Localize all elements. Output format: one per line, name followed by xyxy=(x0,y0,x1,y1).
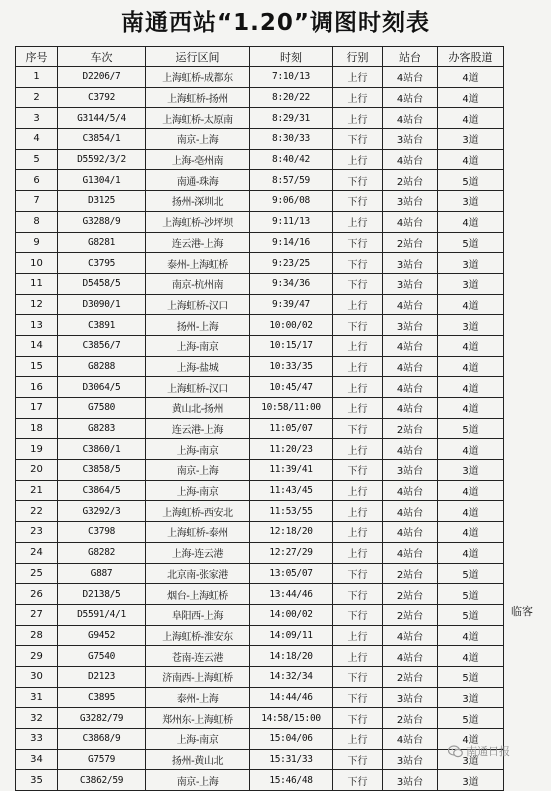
direction: 上行 xyxy=(333,67,383,88)
direction: 下行 xyxy=(333,563,383,584)
time: 7:10/13 xyxy=(250,67,333,88)
time: 14:00/02 xyxy=(250,604,333,625)
direction: 上行 xyxy=(333,87,383,108)
track: 4道 xyxy=(438,149,504,170)
row-seq: 17 xyxy=(16,398,58,419)
header-seq: 序号 xyxy=(16,47,58,67)
train-number: D5458/5 xyxy=(58,273,146,294)
table-row xyxy=(16,729,504,750)
row-seq: 35 xyxy=(16,770,58,791)
platform: 2站台 xyxy=(383,604,438,625)
platform: 4站台 xyxy=(383,439,438,460)
table-row xyxy=(16,460,504,481)
platform: 4站台 xyxy=(383,377,438,398)
table-row xyxy=(16,377,504,398)
route: 南京-上海 xyxy=(146,770,250,791)
route: 上海虹桥-汉口 xyxy=(146,377,250,398)
direction: 上行 xyxy=(333,480,383,501)
row-seq: 1 xyxy=(16,67,58,88)
train-number: C3862/59 xyxy=(58,770,146,791)
table-row xyxy=(16,108,504,129)
table-row xyxy=(16,480,504,501)
train-number: C3798 xyxy=(58,522,146,543)
time: 14:32/34 xyxy=(250,666,333,687)
platform: 4站台 xyxy=(383,356,438,377)
table-row xyxy=(16,625,504,646)
track: 5道 xyxy=(438,584,504,605)
route: 上海虹桥-西安北 xyxy=(146,501,250,522)
train-number: G7540 xyxy=(58,646,146,667)
table-row xyxy=(16,315,504,336)
time: 9:14/16 xyxy=(250,232,333,253)
table-row xyxy=(16,770,504,791)
time: 11:05/07 xyxy=(250,418,333,439)
train-number: D2138/5 xyxy=(58,584,146,605)
row-seq: 18 xyxy=(16,418,58,439)
table-row xyxy=(16,418,504,439)
track: 4道 xyxy=(438,335,504,356)
train-number: C3854/1 xyxy=(58,129,146,150)
time: 10:33/35 xyxy=(250,356,333,377)
platform: 3站台 xyxy=(383,749,438,770)
table-row xyxy=(16,439,504,460)
track: 3道 xyxy=(438,273,504,294)
header-direction: 行别 xyxy=(333,47,383,67)
direction: 下行 xyxy=(333,315,383,336)
train-number: G8281 xyxy=(58,232,146,253)
route: 济南西-上海虹桥 xyxy=(146,666,250,687)
table-row xyxy=(16,356,504,377)
route: 烟台-上海虹桥 xyxy=(146,584,250,605)
platform: 3站台 xyxy=(383,687,438,708)
direction: 上行 xyxy=(333,294,383,315)
train-number: C3864/5 xyxy=(58,480,146,501)
table-row xyxy=(16,604,504,625)
time: 13:05/07 xyxy=(250,563,333,584)
route: 上海-盐城 xyxy=(146,356,250,377)
route: 上海虹桥-成都东 xyxy=(146,67,250,88)
direction: 下行 xyxy=(333,191,383,212)
platform: 4站台 xyxy=(383,87,438,108)
platform: 4站台 xyxy=(383,149,438,170)
route: 扬州-深圳北 xyxy=(146,191,250,212)
row-seq: 24 xyxy=(16,542,58,563)
platform: 4站台 xyxy=(383,729,438,750)
route: 扬州-黄山北 xyxy=(146,749,250,770)
route: 南京-上海 xyxy=(146,460,250,481)
direction: 上行 xyxy=(333,501,383,522)
track: 5道 xyxy=(438,708,504,729)
track: 4道 xyxy=(438,501,504,522)
track: 3道 xyxy=(438,749,504,770)
row-seq: 23 xyxy=(16,522,58,543)
wechat-icon xyxy=(448,745,463,758)
table-row xyxy=(16,273,504,294)
row-seq: 12 xyxy=(16,294,58,315)
time: 11:43/45 xyxy=(250,480,333,501)
table-row xyxy=(16,398,504,419)
train-number: C3891 xyxy=(58,315,146,336)
track: 5道 xyxy=(438,666,504,687)
route: 南通-珠海 xyxy=(146,170,250,191)
direction: 下行 xyxy=(333,129,383,150)
time: 8:30/33 xyxy=(250,129,333,150)
direction: 下行 xyxy=(333,584,383,605)
row-seq: 19 xyxy=(16,439,58,460)
row-seq: 29 xyxy=(16,646,58,667)
time: 14:09/11 xyxy=(250,625,333,646)
table-row xyxy=(16,232,504,253)
table-row xyxy=(16,87,504,108)
time: 9:06/08 xyxy=(250,191,333,212)
row-seq: 5 xyxy=(16,149,58,170)
time: 13:44/46 xyxy=(250,584,333,605)
route: 上海-南京 xyxy=(146,439,250,460)
direction: 下行 xyxy=(333,170,383,191)
table-row xyxy=(16,170,504,191)
platform: 3站台 xyxy=(383,460,438,481)
track: 3道 xyxy=(438,253,504,274)
direction: 上行 xyxy=(333,398,383,419)
time: 9:11/13 xyxy=(250,211,333,232)
platform: 4站台 xyxy=(383,480,438,501)
time: 8:57/59 xyxy=(250,170,333,191)
direction: 上行 xyxy=(333,542,383,563)
platform: 4站台 xyxy=(383,542,438,563)
time: 12:18/20 xyxy=(250,522,333,543)
platform: 2站台 xyxy=(383,563,438,584)
row-seq: 3 xyxy=(16,108,58,129)
direction: 上行 xyxy=(333,211,383,232)
train-number: D3090/1 xyxy=(58,294,146,315)
watermark-text: 南通日报 xyxy=(466,745,510,758)
route: 泰州-上海虹桥 xyxy=(146,253,250,274)
track: 3道 xyxy=(438,460,504,481)
route: 上海虹桥-汉口 xyxy=(146,294,250,315)
track: 4道 xyxy=(438,67,504,88)
track: 3道 xyxy=(438,770,504,791)
train-number: D3064/5 xyxy=(58,377,146,398)
table-row xyxy=(16,749,504,770)
platform: 2站台 xyxy=(383,584,438,605)
row-seq: 15 xyxy=(16,356,58,377)
track: 4道 xyxy=(438,356,504,377)
direction: 上行 xyxy=(333,729,383,750)
time: 15:04/06 xyxy=(250,729,333,750)
direction: 下行 xyxy=(333,770,383,791)
train-number: G887 xyxy=(58,563,146,584)
platform: 4站台 xyxy=(383,67,438,88)
direction: 下行 xyxy=(333,273,383,294)
table-row xyxy=(16,708,504,729)
row-seq: 27 xyxy=(16,604,58,625)
row-seq: 13 xyxy=(16,315,58,336)
platform: 4站台 xyxy=(383,335,438,356)
track: 4道 xyxy=(438,625,504,646)
time: 8:40/42 xyxy=(250,149,333,170)
page-title: 南通西站“1.20”调图时刻表 xyxy=(121,10,430,36)
route: 上海-连云港 xyxy=(146,542,250,563)
row-seq: 25 xyxy=(16,563,58,584)
header-platform: 站台 xyxy=(383,47,438,67)
track: 5道 xyxy=(438,170,504,191)
table-row xyxy=(16,522,504,543)
direction: 下行 xyxy=(333,708,383,729)
direction: 上行 xyxy=(333,522,383,543)
platform: 2站台 xyxy=(383,708,438,729)
train-number: G7579 xyxy=(58,749,146,770)
train-number: G3282/79 xyxy=(58,708,146,729)
platform: 4站台 xyxy=(383,501,438,522)
row-seq: 4 xyxy=(16,129,58,150)
time: 15:31/33 xyxy=(250,749,333,770)
time: 11:20/23 xyxy=(250,439,333,460)
platform: 3站台 xyxy=(383,129,438,150)
time: 10:00/02 xyxy=(250,315,333,336)
time: 10:15/17 xyxy=(250,335,333,356)
train-number: D5592/3/2 xyxy=(58,149,146,170)
track: 4道 xyxy=(438,729,504,750)
row-seq: 7 xyxy=(16,191,58,212)
time: 15:46/48 xyxy=(250,770,333,791)
time: 8:20/22 xyxy=(250,87,333,108)
time: 10:58/11:00 xyxy=(250,398,333,419)
table-row xyxy=(16,67,504,88)
train-number: D5591/4/1 xyxy=(58,604,146,625)
direction: 上行 xyxy=(333,646,383,667)
row-seq: 20 xyxy=(16,460,58,481)
table-body xyxy=(16,67,504,791)
route: 北京南-张家港 xyxy=(146,563,250,584)
table-row xyxy=(16,294,504,315)
track: 4道 xyxy=(438,480,504,501)
table-row xyxy=(16,584,504,605)
train-number: G7580 xyxy=(58,398,146,419)
time: 14:58/15:00 xyxy=(250,708,333,729)
platform: 3站台 xyxy=(383,253,438,274)
row-seq: 11 xyxy=(16,273,58,294)
track: 5道 xyxy=(438,418,504,439)
platform: 4站台 xyxy=(383,211,438,232)
track: 4道 xyxy=(438,398,504,419)
table-row xyxy=(16,687,504,708)
platform: 3站台 xyxy=(383,315,438,336)
direction: 下行 xyxy=(333,604,383,625)
route: 连云港-上海 xyxy=(146,418,250,439)
timetable xyxy=(15,46,504,791)
header-route: 运行区间 xyxy=(146,47,250,67)
track: 3道 xyxy=(438,315,504,336)
direction: 下行 xyxy=(333,253,383,274)
train-number: G3144/5/4 xyxy=(58,108,146,129)
direction: 上行 xyxy=(333,356,383,377)
track: 4道 xyxy=(438,439,504,460)
row-seq: 16 xyxy=(16,377,58,398)
table-row xyxy=(16,646,504,667)
time: 10:45/47 xyxy=(250,377,333,398)
watermark xyxy=(448,743,510,759)
route: 上海虹桥-扬州 xyxy=(146,87,250,108)
route: 上海虹桥-淮安东 xyxy=(146,625,250,646)
row-seq: 22 xyxy=(16,501,58,522)
train-number: G8283 xyxy=(58,418,146,439)
row-seq: 30 xyxy=(16,666,58,687)
platform: 2站台 xyxy=(383,170,438,191)
direction: 上行 xyxy=(333,439,383,460)
table-row xyxy=(16,149,504,170)
row-seq: 14 xyxy=(16,335,58,356)
train-number: G8288 xyxy=(58,356,146,377)
track: 4道 xyxy=(438,522,504,543)
table-row xyxy=(16,211,504,232)
route: 黄山北-扬州 xyxy=(146,398,250,419)
platform: 4站台 xyxy=(383,625,438,646)
row-seq: 10 xyxy=(16,253,58,274)
route: 南京-杭州南 xyxy=(146,273,250,294)
direction: 上行 xyxy=(333,377,383,398)
row-seq: 33 xyxy=(16,729,58,750)
route: 扬州-上海 xyxy=(146,315,250,336)
route: 上海-亳州南 xyxy=(146,149,250,170)
time: 14:44/46 xyxy=(250,687,333,708)
time: 9:23/25 xyxy=(250,253,333,274)
track: 4道 xyxy=(438,542,504,563)
platform: 4站台 xyxy=(383,646,438,667)
train-number: C3860/1 xyxy=(58,439,146,460)
time: 8:29/31 xyxy=(250,108,333,129)
route: 南京-上海 xyxy=(146,129,250,150)
route: 郑州东-上海虹桥 xyxy=(146,708,250,729)
table-row xyxy=(16,129,504,150)
route: 上海-南京 xyxy=(146,729,250,750)
row-seq: 9 xyxy=(16,232,58,253)
train-number: D2123 xyxy=(58,666,146,687)
platform: 3站台 xyxy=(383,273,438,294)
track: 4道 xyxy=(438,108,504,129)
direction: 下行 xyxy=(333,232,383,253)
time: 11:53/55 xyxy=(250,501,333,522)
header-track: 办客股道 xyxy=(438,47,504,67)
track: 5道 xyxy=(438,604,504,625)
track: 3道 xyxy=(438,129,504,150)
row-seq: 21 xyxy=(16,480,58,501)
track: 3道 xyxy=(438,687,504,708)
direction: 上行 xyxy=(333,149,383,170)
row-seq: 6 xyxy=(16,170,58,191)
train-number: C3792 xyxy=(58,87,146,108)
route: 泰州-上海 xyxy=(146,687,250,708)
header-train: 车次 xyxy=(58,47,146,67)
platform: 2站台 xyxy=(383,232,438,253)
train-number: D3125 xyxy=(58,191,146,212)
platform: 4站台 xyxy=(383,108,438,129)
track: 4道 xyxy=(438,646,504,667)
direction: 下行 xyxy=(333,749,383,770)
row-seq: 8 xyxy=(16,211,58,232)
table-row xyxy=(16,335,504,356)
table-row xyxy=(16,253,504,274)
time: 11:39/41 xyxy=(250,460,333,481)
row-seq: 32 xyxy=(16,708,58,729)
track: 4道 xyxy=(438,294,504,315)
platform: 2站台 xyxy=(383,418,438,439)
table-row xyxy=(16,563,504,584)
route: 上海-南京 xyxy=(146,335,250,356)
table-header-row xyxy=(16,47,504,67)
direction: 下行 xyxy=(333,460,383,481)
train-number: G3288/9 xyxy=(58,211,146,232)
train-number: G8282 xyxy=(58,542,146,563)
route: 连云港-上海 xyxy=(146,232,250,253)
train-number: C3856/7 xyxy=(58,335,146,356)
platform: 4站台 xyxy=(383,294,438,315)
route: 苍南-连云港 xyxy=(146,646,250,667)
train-number: C3868/9 xyxy=(58,729,146,750)
route: 上海虹桥-太原南 xyxy=(146,108,250,129)
train-number: G1304/1 xyxy=(58,170,146,191)
platform: 2站台 xyxy=(383,666,438,687)
row-seq: 31 xyxy=(16,687,58,708)
table-row xyxy=(16,666,504,687)
platform: 3站台 xyxy=(383,191,438,212)
train-number: G3292/3 xyxy=(58,501,146,522)
direction: 上行 xyxy=(333,108,383,129)
train-number: C3795 xyxy=(58,253,146,274)
track: 4道 xyxy=(438,87,504,108)
route: 上海-南京 xyxy=(146,480,250,501)
train-number: C3895 xyxy=(58,687,146,708)
train-number: D2206/7 xyxy=(58,67,146,88)
header-time: 时刻 xyxy=(250,47,333,67)
track: 4道 xyxy=(438,377,504,398)
route: 阜阳西-上海 xyxy=(146,604,250,625)
track: 5道 xyxy=(438,563,504,584)
row-seq: 28 xyxy=(16,625,58,646)
route: 上海虹桥-泰州 xyxy=(146,522,250,543)
track: 3道 xyxy=(438,191,504,212)
direction: 上行 xyxy=(333,625,383,646)
direction: 下行 xyxy=(333,687,383,708)
time: 14:18/20 xyxy=(250,646,333,667)
time: 9:34/36 xyxy=(250,273,333,294)
direction: 下行 xyxy=(333,666,383,687)
table-row xyxy=(16,501,504,522)
table-row xyxy=(16,542,504,563)
platform: 3站台 xyxy=(383,770,438,791)
time: 12:27/29 xyxy=(250,542,333,563)
platform: 4站台 xyxy=(383,522,438,543)
track: 4道 xyxy=(438,211,504,232)
row-seq: 34 xyxy=(16,749,58,770)
row-seq: 2 xyxy=(16,87,58,108)
direction: 下行 xyxy=(333,418,383,439)
track: 5道 xyxy=(438,232,504,253)
train-number: G9452 xyxy=(58,625,146,646)
train-number: C3858/5 xyxy=(58,460,146,481)
time: 9:39/47 xyxy=(250,294,333,315)
row-seq: 26 xyxy=(16,584,58,605)
side-note: 临客 xyxy=(511,605,533,618)
direction: 上行 xyxy=(333,335,383,356)
route: 上海虹桥-沙坪坝 xyxy=(146,211,250,232)
table-row xyxy=(16,191,504,212)
platform: 4站台 xyxy=(383,398,438,419)
